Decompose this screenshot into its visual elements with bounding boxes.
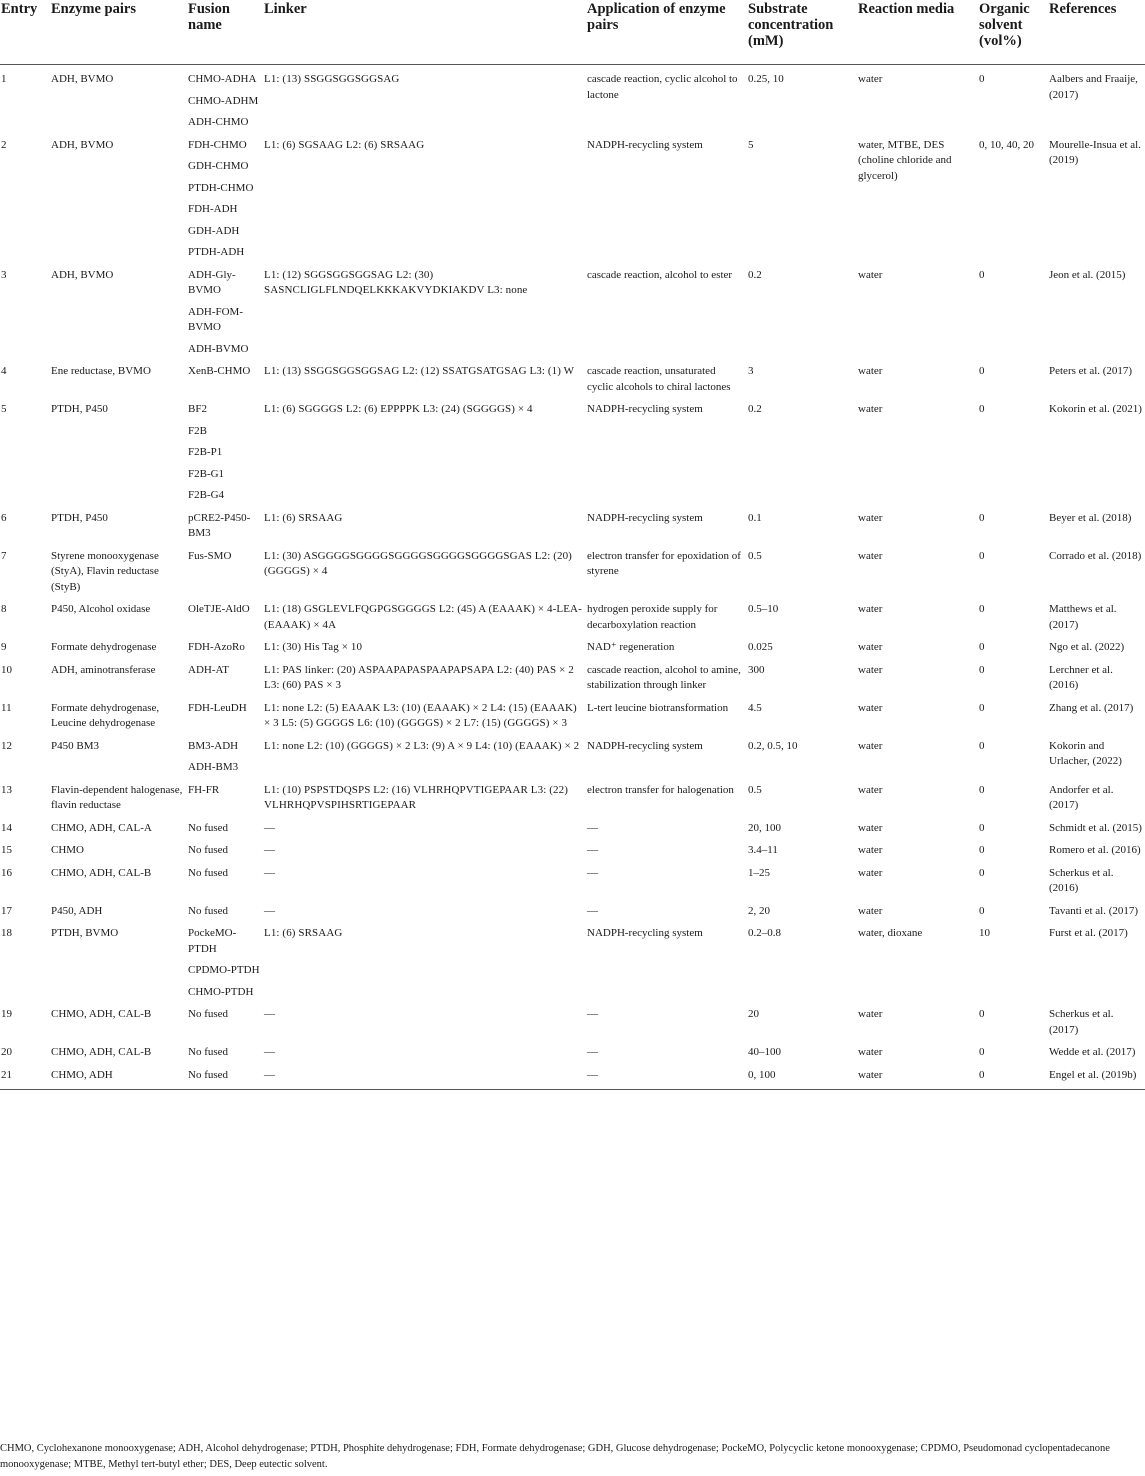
application-cell: electron transfer for epoxidation of styrene [587, 549, 741, 577]
fusion-name-cell [187, 1038, 263, 1061]
header-fusion-name: Fusion name [187, 1, 263, 65]
linker-cell: L1: none L2: (5) EAAAK L3: (10) (EAAAK) × 2 L4: (15) (EAAAK) × 3 L5: (5) GGGGS L6: (10) (GGGGS) × 2 L7: (15) (GGGGS) × 3 [264, 701, 577, 729]
linker-cell: L1: (12) SGGSGGSGGSAG L2: (30) SASNCLIGLFLNDQELKKKAKVYDKIAKDV L3: none [264, 268, 528, 296]
application-cell: cascade reaction, alcohol to amine, stabilization through linker [587, 663, 741, 691]
fusion-name: F2B [188, 424, 207, 437]
table-row [0, 694, 1145, 732]
fusion-name: No fused [188, 1046, 229, 1058]
linker-cell: — [264, 904, 276, 917]
reaction-media-cell: water [858, 739, 883, 752]
reaction-media-cell: water [858, 641, 883, 653]
fusion-name-cell [187, 1061, 263, 1090]
fusion-name: ADH-Gly-BVMO [188, 268, 236, 296]
reaction-media-cell: water [857, 1061, 978, 1090]
linker-cell: L1: (6) SGSAAG L2: (6) SRSAAG [264, 138, 425, 151]
entry-cell: 4 [1, 365, 7, 377]
application-cell: L-tert leucine biotransformation [587, 701, 729, 714]
reaction-media-cell: water [858, 365, 883, 377]
entry-cell: 10 [1, 663, 12, 676]
fusion-name: CHMO-ADHM [188, 94, 259, 107]
organic-solvent-cell: 0 [979, 268, 985, 281]
application-cell: — [587, 821, 598, 834]
table-row [0, 131, 1145, 261]
linker-cell: — [264, 1046, 276, 1058]
linker-cell: — [264, 821, 276, 834]
application-cell: — [587, 844, 598, 856]
linker-cell: L1: (18) GSGLEVLFQGPGSGGGGS L2: (45) A (EAAAK) × 4-LEA-(EAAAK) × 4A [264, 603, 582, 631]
reference-cell: Kokorin et al. (2021) [1049, 403, 1142, 415]
substrate-cell: 0.2 [748, 268, 762, 281]
fusion-name: PockeMO-PTDH [188, 927, 237, 955]
fusion-name-cell [187, 542, 263, 596]
table-row [0, 357, 1145, 395]
entry-cell: 19 [1, 1008, 12, 1020]
reference-cell: Peters et al. (2017) [1049, 365, 1133, 377]
fusion-name: F2B-P1 [188, 446, 223, 458]
organic-solvent-cell: 0 [979, 866, 985, 879]
entry-cell: 8 [1, 603, 7, 615]
organic-solvent-cell: 0 [979, 1046, 985, 1058]
enzyme-pairs-cell: CHMO, ADH, CAL-A [51, 821, 152, 834]
entry-cell: 13 [1, 783, 12, 796]
linker-cell: L1: PAS linker: (20) ASPAAPAPASPAAPAPSAPA L2: (40) PAS × 2 L3: (60) PAS × 3 [264, 663, 574, 691]
entry-cell: 9 [1, 641, 7, 653]
substrate-cell: 20, 100 [748, 821, 781, 834]
enzyme-pairs-cell: Formate dehydrogenase [51, 641, 157, 653]
enzyme-pairs-cell: ADH, BVMO [51, 138, 114, 151]
reaction-media-cell: water [858, 844, 883, 856]
reference-cell: Jeon et al. (2015) [1049, 268, 1126, 281]
fusion-name-cell [187, 65, 263, 131]
organic-solvent-cell: 0 [979, 403, 985, 415]
fusion-name: GDH-ADH [188, 224, 240, 237]
reference-cell: Beyer et al. (2018) [1049, 511, 1132, 524]
enzyme-pairs-cell: CHMO, ADH, CAL-B [51, 1008, 152, 1020]
fusion-name: GDH-CHMO [188, 160, 249, 172]
reference-cell: Corrado et al. (2018) [1049, 549, 1142, 562]
fusion-name-cell [187, 504, 263, 542]
fusion-name-cell [187, 814, 263, 837]
fusion-name: CHMO-PTDH [188, 985, 254, 998]
reference-cell: Zhang et al. (2017) [1049, 701, 1134, 714]
substrate-cell: 4.5 [748, 701, 762, 714]
fusion-name: ADH-AT [188, 663, 229, 676]
enzyme-pairs-cell: Ene reductase, BVMO [51, 365, 151, 377]
header-organic-solvent: Organic solvent (vol%) [978, 1, 1048, 65]
substrate-cell: 0.5–10 [748, 603, 779, 615]
reference-cell: Kokorin and Urlacher, (2022) [1049, 739, 1122, 767]
organic-solvent-cell: 0 [979, 844, 985, 856]
reaction-media-cell: water [858, 701, 883, 714]
reaction-media-cell: water [858, 403, 883, 415]
organic-solvent-cell: 0 [979, 701, 985, 714]
fusion-name: BF2 [188, 403, 207, 415]
fusion-name: pCRE2-P450-BM3 [188, 511, 251, 539]
substrate-cell: 0.1 [748, 511, 762, 524]
enzyme-pairs-cell: P450, ADH [51, 904, 103, 917]
application-cell: — [587, 866, 598, 879]
enzyme-pairs-cell: P450, Alcohol oxidase [51, 603, 151, 615]
organic-solvent-cell: 0 [979, 1008, 985, 1020]
substrate-cell: 0.2–0.8 [748, 927, 781, 939]
table-row [0, 633, 1145, 656]
reaction-media-cell: water [858, 821, 883, 834]
reference-cell: Andorfer et al. (2017) [1049, 783, 1114, 811]
organic-solvent-cell: 0, 10, 40, 20 [979, 138, 1034, 151]
substrate-cell: 40–100 [748, 1046, 781, 1058]
reference-cell: Engel et al. (2019b) [1048, 1061, 1145, 1090]
enzyme-pairs-cell: PTDH, P450 [51, 511, 108, 524]
organic-solvent-cell: 0 [979, 821, 985, 834]
application-cell: — [587, 1046, 598, 1058]
enzyme-pairs-cell: PTDH, P450 [51, 403, 108, 415]
linker-cell: L1: (6) SRSAAG [264, 927, 343, 939]
table-row [0, 1038, 1145, 1061]
table-row [0, 732, 1145, 776]
reference-cell: Scherkus et al. (2017) [1049, 1008, 1114, 1036]
enzyme-pairs-cell: Styrene monooxygenase (StyA), Flavin reductase (StyB) [51, 549, 159, 593]
reaction-media-cell: water [858, 866, 883, 879]
linker-cell: — [264, 1008, 276, 1020]
enzyme-pairs-cell: PTDH, BVMO [51, 927, 119, 939]
table-body [0, 65, 1145, 1090]
organic-solvent-cell: 0 [979, 641, 985, 653]
organic-solvent-cell: 0 [979, 663, 985, 676]
header-enzyme-pairs: Enzyme pairs [50, 1, 187, 65]
organic-solvent-cell: 0 [979, 904, 985, 917]
application-cell: NADPH-recycling system [587, 138, 703, 151]
organic-solvent-cell: 0 [979, 739, 985, 752]
substrate-cell: 1–25 [748, 866, 770, 879]
fusion-name: OleTJE-AldO [188, 603, 250, 615]
linker-cell: — [264, 866, 276, 879]
fusion-name: ADH-CHMO [188, 116, 249, 128]
application-cell: — [587, 1008, 598, 1020]
table-row [0, 836, 1145, 859]
linker-cell: L1: none L2: (10) (GGGGS) × 2 L3: (9) A × 9 L4: (10) (EAAAK) × 2 [264, 739, 580, 752]
table-row [0, 395, 1145, 504]
fusion-name: CPDMO-PTDH [188, 964, 260, 976]
entry-cell: 2 [1, 138, 7, 151]
organic-solvent-cell: 0 [978, 1061, 1048, 1090]
substrate-cell: 3 [748, 365, 754, 377]
reference-cell: Ngo et al. (2022) [1049, 641, 1125, 653]
reference-cell: Lerchner et al. (2016) [1049, 663, 1113, 691]
fusion-name: ADH-BM3 [188, 761, 239, 773]
fusion-name-cell [187, 1000, 263, 1038]
linker-cell: — [264, 844, 276, 856]
header-substrate-concentration: Substrate concentration (mM) [747, 1, 857, 65]
fusion-name: CHMO-ADHA [188, 73, 257, 85]
substrate-cell: 2, 20 [748, 904, 770, 917]
application-cell: hydrogen peroxide supply for decarboxylation reaction [587, 603, 718, 631]
entry-cell: 12 [1, 739, 12, 752]
table-footnote: CHMO, Cyclohexanone monooxygenase; ADH, Alcohol dehydrogenase; PTDH, Phosphite dehydrogenase; FDH, Formate dehydrogenase; GDH, Glucose dehydrogenase; PockeMO, Polycyclic ketone monooxygenase; CPDMO, Pseudomonad cyclopentadecanone monooxygenase; MTBE, Methyl tert-butyl ether; DES, Deep eutectic solvent. [0, 1443, 1110, 1470]
reaction-media-cell: water, MTBE, DES (choline chloride and glycerol) [858, 138, 952, 182]
substrate-cell: 0.2, 0.5, 10 [748, 739, 798, 752]
enzyme-pairs-cell: Formate dehydrogenase, Leucine dehydrogenase [51, 701, 160, 729]
reaction-media-cell: water [858, 73, 883, 85]
application-cell: electron transfer for halogenation [587, 783, 734, 796]
entry-cell: 20 [1, 1046, 12, 1058]
table-row [0, 1061, 1145, 1090]
table-row [0, 65, 1145, 131]
fusion-name: No fused [188, 904, 229, 917]
fusion-name-cell [187, 836, 263, 859]
entry-cell: 1 [1, 73, 7, 85]
header-entry: Entry [0, 1, 50, 65]
linker-cell: L1: (6) SRSAAG [264, 511, 343, 524]
fusion-name-cell [187, 595, 263, 633]
fusion-name-cell [187, 859, 263, 897]
fusion-name: FH-FR [188, 783, 220, 796]
table-header [0, 1, 1145, 65]
reference-cell: Mourelle-Insua et al. (2019) [1049, 138, 1141, 166]
entry-cell: 17 [1, 904, 12, 917]
reaction-media-cell: water [858, 1046, 883, 1058]
fusion-name: FDH-CHMO [188, 138, 247, 151]
fusion-name: PTDH-CHMO [188, 181, 254, 194]
linker-cell: — [263, 1061, 586, 1090]
organic-solvent-cell: 0 [979, 549, 985, 562]
linker-cell: L1: (30) His Tag × 10 [264, 641, 363, 653]
reaction-media-cell: water [858, 663, 883, 676]
reaction-media-cell: water [858, 1008, 883, 1020]
linker-cell: L1: (10) PSPSTDQSPS L2: (16) VLHRHQPVTIGEPAAR L3: (22) VLHRHQPVSPIHSRTIGEPAAR [264, 783, 568, 811]
fusion-name: FDH-AzoRo [188, 641, 245, 653]
application-cell: NADPH-recycling system [587, 511, 703, 524]
organic-solvent-cell: 0 [979, 603, 985, 615]
substrate-cell: 0.25, 10 [748, 73, 784, 85]
organic-solvent-cell: 0 [979, 365, 985, 377]
fusion-name-cell [187, 919, 263, 1000]
entry-cell: 14 [1, 821, 12, 834]
substrate-cell: 20 [748, 1008, 759, 1020]
enzyme-pairs-cell: P450 BM3 [51, 739, 99, 752]
fusion-name: PTDH-ADH [188, 246, 245, 258]
fusion-name: F2B-G1 [188, 467, 225, 480]
fusion-name-cell [187, 656, 263, 694]
enzyme-pairs-cell: CHMO, ADH, CAL-B [51, 1046, 152, 1058]
enzyme-pairs-cell: ADH, BVMO [51, 73, 114, 85]
fusion-name: ADH-BVMO [188, 342, 249, 355]
application-cell: NADPH-recycling system [587, 403, 703, 415]
header-reaction-media: Reaction media [857, 1, 978, 65]
substrate-cell: 0, 100 [747, 1061, 857, 1090]
reaction-media-cell: water [858, 268, 883, 281]
substrate-cell: 5 [748, 138, 754, 151]
header-linker: Linker [263, 1, 586, 65]
application-cell: NAD⁺ regeneration [587, 641, 675, 653]
table-row [0, 919, 1145, 1000]
reference-cell: Furst et al. (2017) [1049, 927, 1128, 939]
enzyme-pairs-cell: CHMO [51, 844, 85, 856]
linker-cell: L1: (6) SGGGGS L2: (6) EPPPPK L3: (24) (SGGGGS) × 4 [264, 403, 533, 415]
entry-cell: 15 [1, 844, 12, 856]
enzyme-pairs-cell: Flavin-dependent halogenase, flavin reductase [51, 783, 183, 811]
substrate-cell: 3.4–11 [748, 844, 778, 856]
linker-cell: L1: (13) SSGGSGGSGGSAG L2: (12) SSATGSATGSAG L3: (1) W [264, 365, 575, 377]
fusion-name: FDH-ADH [188, 203, 238, 215]
application-cell: cascade reaction, cyclic alcohol to lactone [587, 73, 738, 101]
application-cell: — [586, 1061, 747, 1090]
table-row [0, 1000, 1145, 1038]
application-cell: NADPH-recycling system [587, 739, 703, 752]
reaction-media-cell: water [858, 603, 883, 615]
header-application: Application of enzyme pairs [586, 1, 747, 65]
reference-cell: Wedde et al. (2017) [1049, 1046, 1136, 1058]
substrate-cell: 300 [748, 663, 765, 676]
table-row [0, 595, 1145, 633]
fusion-name: No fused [188, 1008, 229, 1020]
fusion-name-cell [187, 261, 263, 358]
organic-solvent-cell: 0 [979, 73, 985, 85]
entry-cell: 16 [1, 866, 12, 879]
fusion-name-cell [187, 357, 263, 395]
table-row [0, 261, 1145, 358]
reference-cell: Matthews et al. (2017) [1049, 603, 1117, 631]
fusion-name-cell [187, 776, 263, 814]
reaction-media-cell: water [858, 783, 883, 796]
substrate-cell: 0.5 [748, 549, 762, 562]
fusion-name-cell [187, 633, 263, 656]
fusion-name: No fused [188, 866, 229, 879]
entry-cell: 21 [0, 1061, 50, 1090]
enzyme-pairs-cell: ADH, BVMO [51, 268, 114, 281]
entry-cell: 5 [1, 403, 7, 415]
application-cell: NADPH-recycling system [587, 927, 703, 939]
fusion-name: BM3-ADH [188, 739, 239, 752]
substrate-cell: 0.2 [748, 403, 762, 415]
organic-solvent-cell: 0 [979, 511, 985, 524]
linker-cell: L1: (13) SSGGSGGSGGSAG [264, 73, 400, 85]
table-row [0, 776, 1145, 814]
reference-cell: Romero et al. (2016) [1049, 844, 1141, 856]
fusion-name-cell [187, 131, 263, 261]
entry-cell: 18 [1, 927, 12, 939]
application-cell: — [587, 904, 598, 917]
fusion-name: XenB-CHMO [188, 365, 251, 377]
application-cell: cascade reaction, alcohol to ester [587, 268, 733, 281]
table-row [0, 897, 1145, 920]
organic-solvent-cell: 0 [979, 783, 985, 796]
fusion-name-cell [187, 395, 263, 504]
reference-cell: Tavanti et al. (2017) [1049, 904, 1139, 917]
entry-cell: 7 [1, 549, 7, 562]
reaction-media-cell: water, dioxane [858, 927, 923, 939]
table-row [0, 656, 1145, 694]
table-row [0, 504, 1145, 542]
table-row [0, 814, 1145, 837]
enzyme-pairs-cell: CHMO, ADH [50, 1061, 187, 1090]
entry-cell: 3 [1, 268, 7, 281]
fusion-name-cell [187, 694, 263, 732]
header-row [0, 1, 1145, 65]
reference-cell: Scherkus et al. (2016) [1049, 866, 1114, 894]
linker-cell: L1: (30) ASGGGGSGGGGSGGGGSGGGGSGGGGSGAS L2: (20) (GGGGS) × 4 [264, 549, 572, 577]
organic-solvent-cell: 10 [979, 927, 990, 939]
reference-cell: Aalbers and Fraaije, (2017) [1049, 73, 1138, 101]
reaction-media-cell: water [858, 511, 883, 524]
entry-cell: 11 [1, 701, 12, 714]
fusion-name: FDH-LeuDH [188, 701, 247, 714]
substrate-cell: 0.025 [748, 641, 773, 653]
fusion-name: F2B-G4 [188, 489, 225, 501]
table-row [0, 542, 1145, 596]
enzyme-pairs-cell: CHMO, ADH, CAL-B [51, 866, 152, 879]
fusion-name: ADH-FOM-BVMO [188, 305, 243, 333]
reaction-media-cell: water [858, 904, 883, 917]
fusion-name: Fus-SMO [188, 549, 232, 562]
entry-cell: 6 [1, 511, 7, 524]
table-row [0, 859, 1145, 897]
application-cell: cascade reaction, unsaturated cyclic alcohols to chiral lactones [587, 365, 731, 393]
fusion-name: No fused [188, 844, 229, 856]
reference-cell: Schmidt et al. (2015) [1049, 821, 1142, 834]
reaction-media-cell: water [858, 549, 883, 562]
substrate-cell: 0.5 [748, 783, 762, 796]
fusion-name: No fused [188, 821, 229, 834]
fusion-name: No fused [188, 1068, 229, 1081]
enzyme-pairs-cell: ADH, aminotransferase [51, 663, 156, 676]
fusion-name-cell [187, 897, 263, 920]
header-references: References [1048, 1, 1145, 65]
fusion-name-cell [187, 732, 263, 776]
